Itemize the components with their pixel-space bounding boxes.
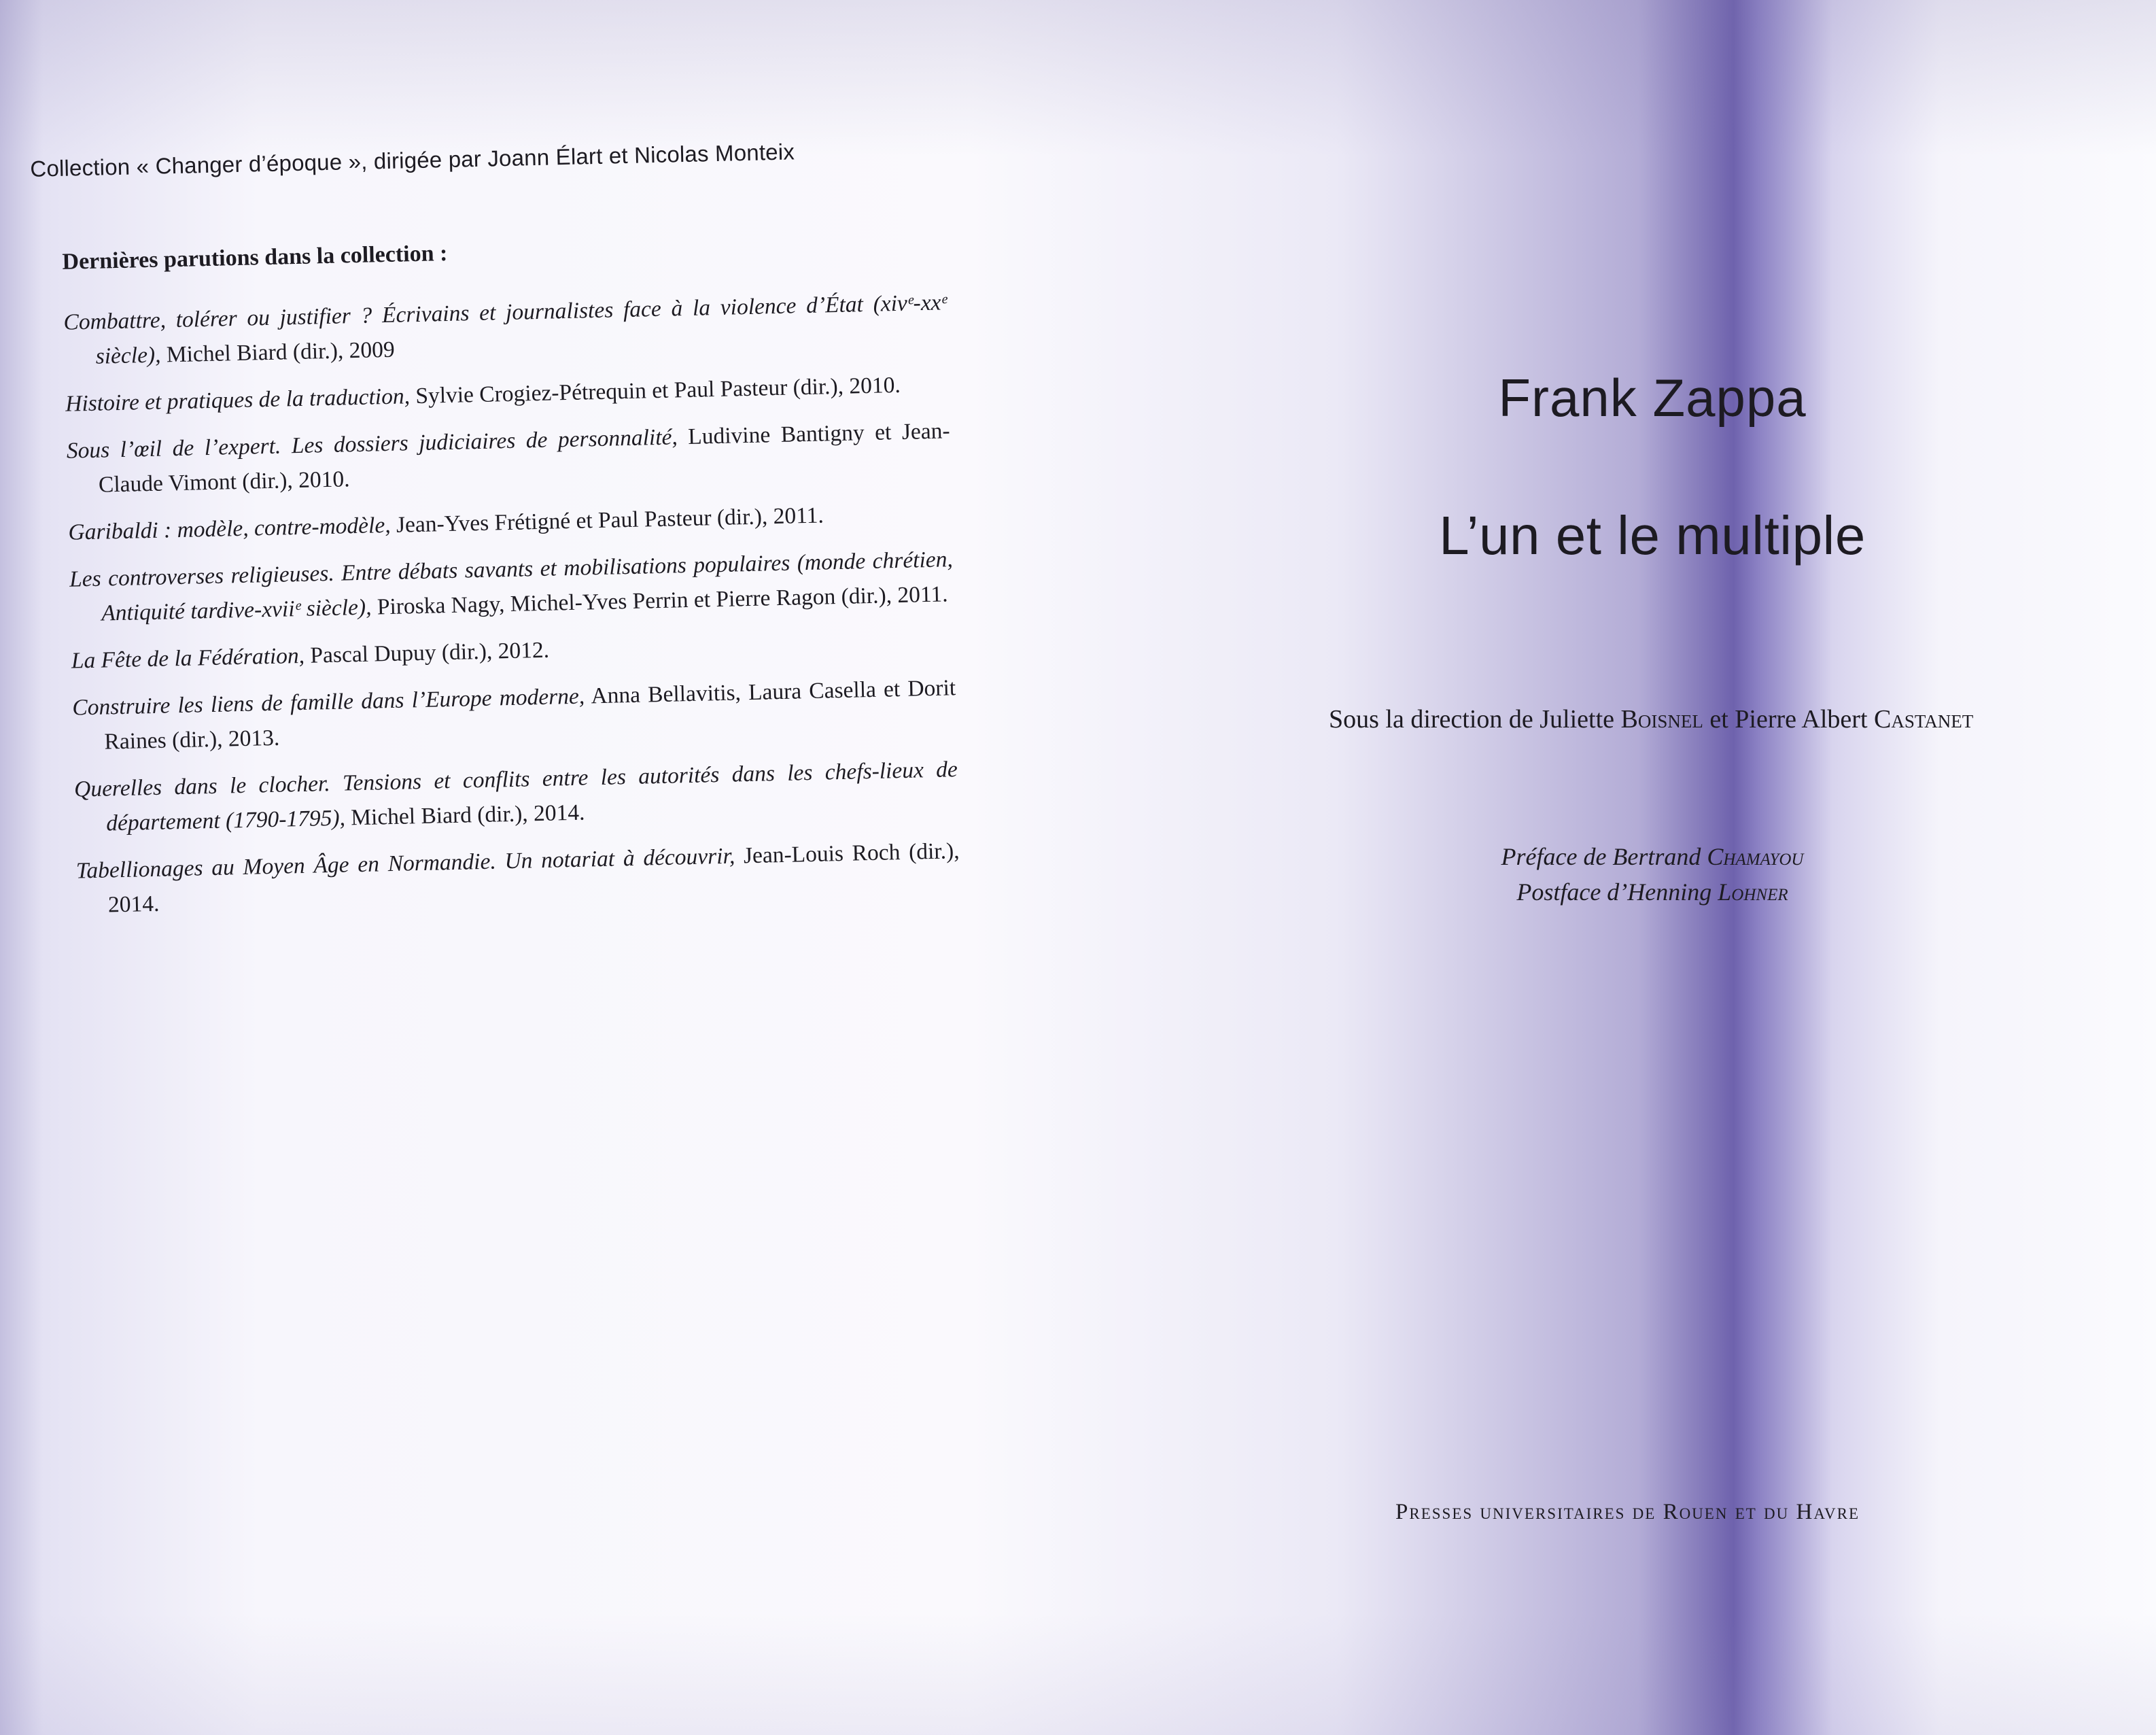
- left-page-content: [26, 135, 968, 936]
- publication-item: [71, 623, 955, 678]
- list-heading: Dernières parutions dans la collection :: [62, 240, 448, 275]
- postface-author: Lohner: [1718, 878, 1788, 906]
- publication-details: Jean-Yves Frétigné et Paul Pasteur (dir.), 2011.: [390, 502, 824, 538]
- publication-item: [75, 834, 960, 923]
- publication-details: Michel Biard (dir.), 2014.: [345, 800, 585, 831]
- publication-title: Combattre, tolérer ou justifier ? Écrivains et journalistes face à la violence d’État (xivᵉ-xxᵉ siècle),: [63, 290, 947, 369]
- postface-label: Postface d’Henning: [1516, 878, 1718, 906]
- publication-item: [68, 495, 952, 549]
- publication-item: [72, 670, 957, 759]
- publication-item: [74, 752, 959, 841]
- publication-details: Jean-Louis Roch (dir.), 2014.: [107, 838, 960, 918]
- publication-title: La Fête de la Fédération,: [71, 642, 305, 674]
- publication-title: Querelles dans le clocher. Tensions et conflits entre les autorités dans les chefs-lieux de département (1790-1795),: [73, 757, 958, 836]
- preface-block: [1060, 839, 2156, 910]
- publication-details: Michel Biard (dir.), 2009: [160, 337, 396, 368]
- publication-item: [69, 542, 954, 631]
- publication-title: Sous l’œil de l’expert. Les dossiers judiciaires de personnalité,: [66, 424, 678, 464]
- editor-name-castanet: Castanet: [1874, 705, 1974, 734]
- left-page: [0, 0, 1060, 1735]
- right-page: [1060, 0, 2156, 1735]
- publication-title: Tabellionages au Moyen Âge en Normandie. Un notariat à découvrir,: [75, 843, 735, 884]
- publication-title: Les controverses religieuses. Entre débats savants et mobilisations populaires (monde chrétien, Antiquité tardive-xviiᵉ siècle),: [69, 547, 954, 626]
- publication-item: [65, 366, 950, 421]
- editors-prefix: Sous la direction de Juliette: [1329, 705, 1621, 734]
- publication-item: [63, 285, 948, 374]
- editors-middle: et Pierre Albert: [1703, 705, 1875, 734]
- preface-author: Chamayou: [1707, 843, 1804, 870]
- publication-details: Piroska Nagy, Michel-Yves Perrin et Pierre Ragon (dir.), 2011.: [371, 581, 948, 620]
- publisher: Presses universitaires de Rouen et du Havre: [1395, 1500, 1860, 1524]
- postface-line: [1149, 874, 2156, 910]
- publication-details: Pascal Dupuy (dir.), 2012.: [304, 637, 550, 668]
- publication-title: Construire les liens de famille dans l’Europe moderne,: [72, 683, 585, 721]
- publication-title: Garibaldi : modèle, contre-modèle,: [68, 512, 392, 545]
- publication-title: Histoire et pratiques de la traduction,: [65, 383, 411, 417]
- editors-line: [1329, 704, 1973, 734]
- publication-item: [66, 413, 951, 502]
- publication-details: Sylvie Crogiez-Pétrequin et Paul Pasteur (dir.), 2010.: [409, 372, 901, 409]
- publication-details: Anna Bellavitis, Laura Casella et Dorit Raines (dir.), 2013.: [104, 675, 956, 755]
- preface-line: [1149, 839, 2156, 874]
- book-title: Frank Zappa: [1498, 368, 1807, 428]
- book-subtitle: L’un et le multiple: [1439, 505, 1866, 566]
- title-page-content: [1060, 0, 2156, 1735]
- publication-list: [29, 285, 960, 923]
- editor-name-boisnel: Boisnel: [1620, 705, 1703, 734]
- collection-line: Collection « Changer d’époque », dirigée par Joann Élart et Nicolas Monteix: [29, 139, 795, 182]
- publication-details: Ludivine Bantigny et Jean-Claude Vimont (dir.), 2010.: [98, 418, 950, 498]
- preface-label: Préface de Bertrand: [1501, 843, 1707, 870]
